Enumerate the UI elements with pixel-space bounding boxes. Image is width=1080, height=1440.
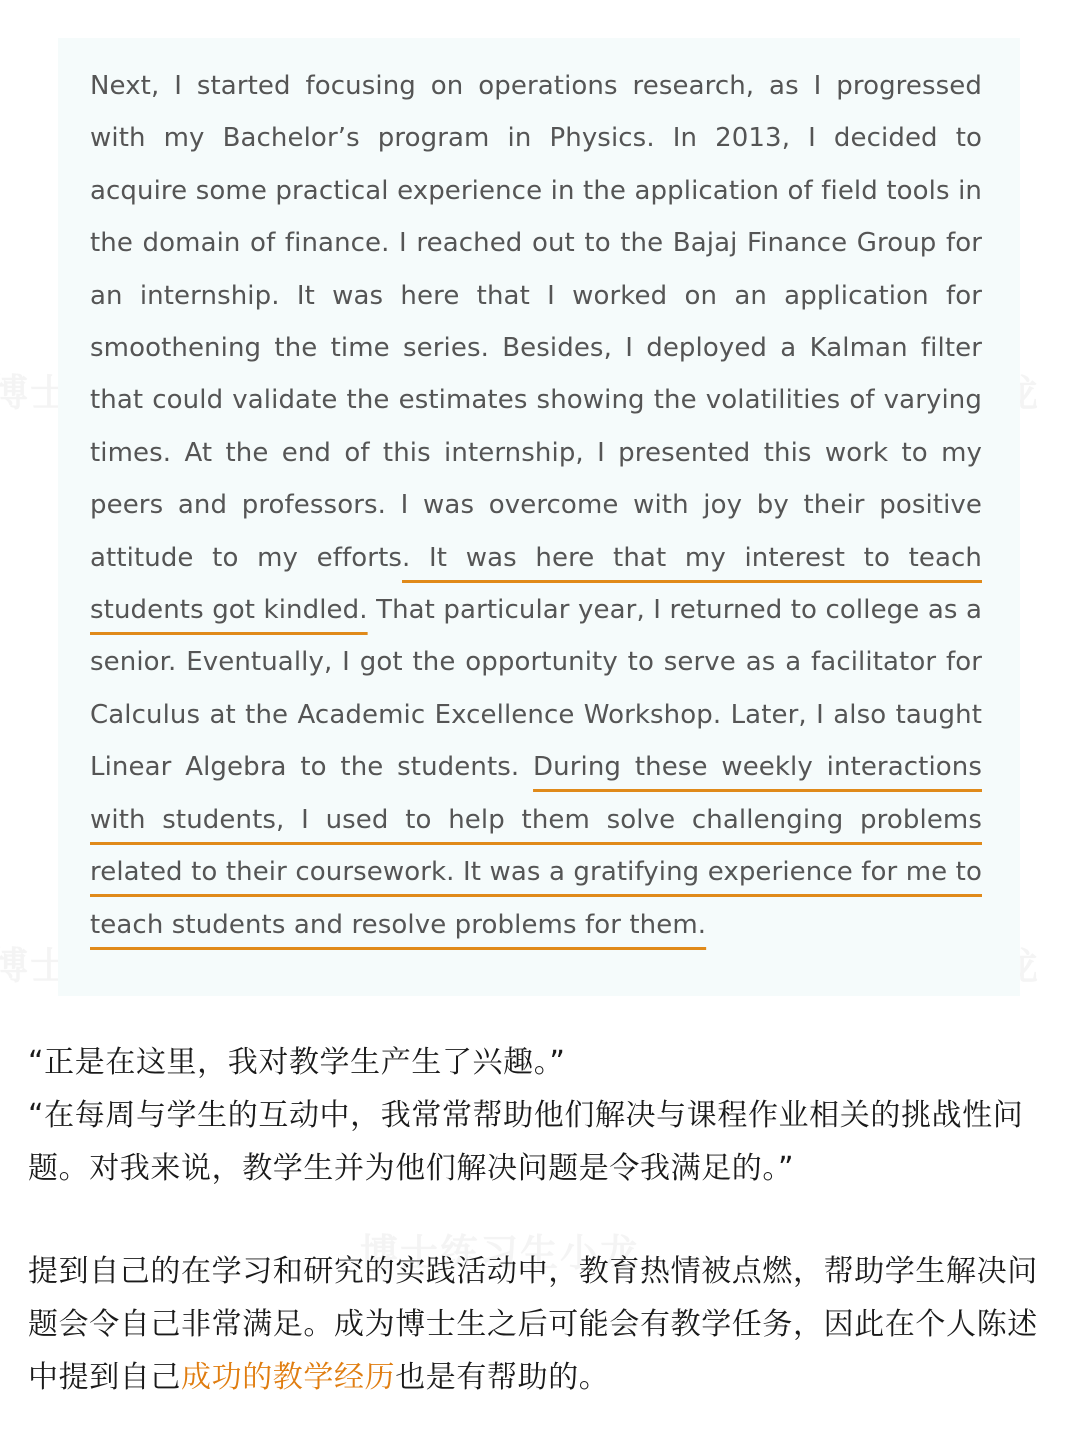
commentary-text: 提到自己的在学习和研究的实践活动中，教育热情被点燃，帮助学生解决问题会令自己非常满足。成为博士生之后可能会有教学任务，因此在个人陈述中提到自己 xyxy=(28,1254,1038,1395)
quote-block xyxy=(58,38,1020,996)
quote-paragraph xyxy=(90,60,982,951)
commentary-paragraph xyxy=(28,1245,1038,1404)
commentary-text: 也是有帮助的。 xyxy=(395,1360,610,1395)
quote-text-plain: That particular year, I returned to college as a senior. Eventually, I got the opportunity to serve as a facilitator for Calculus at the Academic Excellence Workshop. Later, I also taught Linear Algebra to the students. xyxy=(90,595,982,783)
commentary-highlight: 成功的教学经历 xyxy=(181,1360,396,1395)
translation-line: “正是在这里，我对教学生产生了兴趣。” xyxy=(28,1045,566,1080)
translation-line: “在每周与学生的互动中，我常常帮助他们解决与课程作业相关的挑战性问题。对我来说，教学生并为他们解决问题是令我满足的。” xyxy=(28,1098,1024,1186)
translation-block xyxy=(28,1036,1038,1195)
quote-text-plain: Next, I started focusing on operations research, as I progressed with my Bachelor’s program in Physics. In 2013, I decided to acquire some practical experience in the application of field tools in the domain of finance. I reached out to the Bajaj Finance Group for an internship. It was here that I worked on an application for smoothening the time series. Besides, I deployed a Kalman filter that could validate the estimates showing the volatilities of varying times. At the end of this internship, I presented this work to my peers and professors. I was overcome with joy by their positive attitude to my efforts xyxy=(90,71,982,573)
highlighted-sentence: During these weekly interactions with students, I used to help them solve challenging problems related to their coursework. It was a gratifying experience for me to teach students and resolve problems for them. xyxy=(90,752,982,940)
highlighted-sentence: . It was here that my interest to teach students got kindled. xyxy=(90,542,982,626)
